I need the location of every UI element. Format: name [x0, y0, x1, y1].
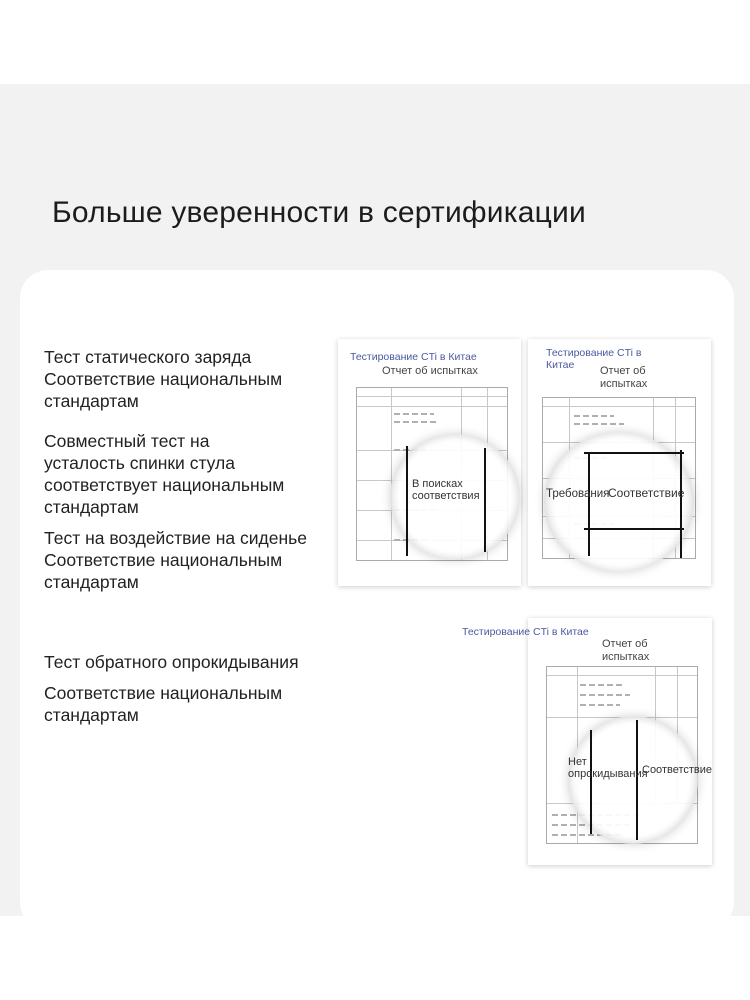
report-title: Отчет об испытках	[382, 365, 478, 377]
test-item-static	[44, 346, 314, 412]
test-name: Тест обратного опрокидывания	[44, 652, 299, 672]
magnifier-3	[568, 716, 713, 844]
magnifier-label: Соответствие	[608, 486, 685, 500]
report-title: Отчет об испытках	[600, 365, 648, 390]
test-name: Тест статического заряда	[44, 347, 252, 367]
magnifier-label: Требования	[546, 488, 610, 500]
test-result: Соответствие национальным стандартам	[44, 683, 283, 725]
test-name: Совместный тест на усталость спинки стула соответствует национальным стандартам	[44, 431, 285, 517]
test-item-tipping-result	[44, 682, 314, 726]
test-result: Соответствие национальным стандартам	[44, 550, 283, 592]
test-item-seat-impact	[44, 527, 334, 593]
test-item-fatigue	[44, 430, 289, 518]
test-item-tipping	[44, 651, 344, 673]
magnifier-1	[390, 434, 520, 560]
report-title: Отчет об испытках	[602, 638, 650, 663]
report-brand: Тестирование CTi в Китае	[546, 347, 642, 371]
page-title: Больше уверенности в сертификации	[52, 196, 586, 229]
report-brand: Тестирование CTi в Китае	[462, 626, 589, 638]
magnifier-label: Нет опрокидывания	[568, 756, 648, 780]
magnifier-label: Соответствие	[642, 764, 713, 776]
magnifier-label: В поисках соответствия	[412, 478, 480, 502]
magnifier-2	[544, 432, 694, 572]
test-result: Соответствие национальным стандартам	[44, 369, 283, 411]
test-name: Тест на воздействие на сиденье	[44, 528, 307, 548]
report-brand: Тестирование CTi в Китае	[350, 351, 477, 363]
